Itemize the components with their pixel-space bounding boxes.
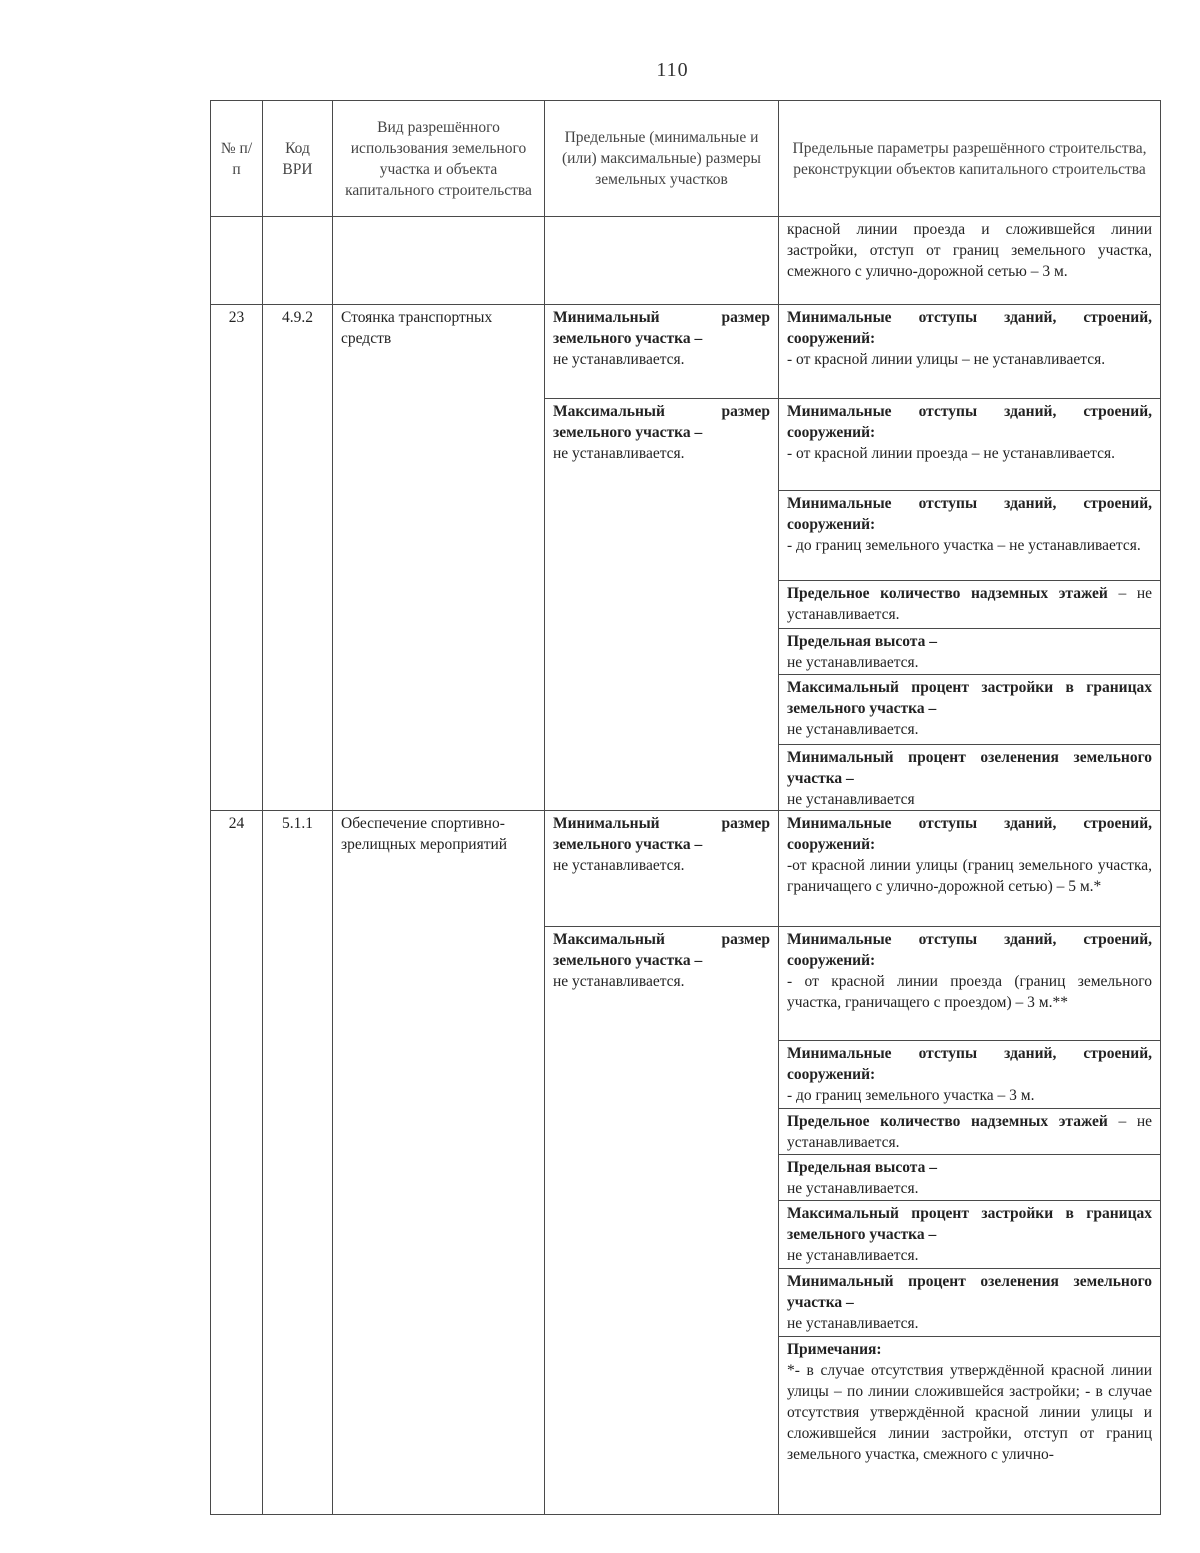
row23-max-size [545, 399, 779, 811]
row24-param-3-value: - до границ земельного участка – 3 м. [787, 1087, 1035, 1104]
header-code: Код ВРИ [263, 101, 333, 217]
row23-param-5-value: не устанавливается. [787, 654, 919, 671]
row24-param-7-value: не устанавливается. [787, 1315, 919, 1332]
row23-code: 4.9.2 [263, 305, 333, 811]
row23-min-size-label: Минимальный размер земельного участка – [553, 309, 770, 347]
row23-param-1 [779, 305, 1161, 399]
row23-num: 23 [211, 305, 263, 811]
row24-param-2 [779, 927, 1161, 1041]
row24-notes-label: Примечания: [787, 1341, 882, 1358]
row23-param-2-label: Минимальные отступы зданий, строений, сооружений: [787, 403, 1152, 441]
row24-param-2-label: Минимальные отступы зданий, строений, сооружений: [787, 931, 1152, 969]
row23-param-7-label: Минимальный процент озеленения земельного участка – [787, 749, 1152, 787]
row24-param-6 [779, 1201, 1161, 1269]
row24-param-1 [779, 811, 1161, 927]
row24-param-1-value: -от красной линии улицы (границ земельного участка, граничащего с улично-дорожной сетью) – 5 м.* [787, 857, 1152, 895]
row23-param-6-value: не устанавливается. [787, 721, 919, 738]
row24-param-3 [779, 1041, 1161, 1109]
row24-param-3-label: Минимальные отступы зданий, строений, сооружений: [787, 1045, 1152, 1083]
header-params: Предельные параметры разрешённого строительства, реконструкции объектов капитального строительства [779, 101, 1161, 217]
table-header-row [211, 101, 1161, 217]
row23-param-3-value: - до границ земельного участка – не устанавливается. [787, 537, 1141, 554]
row24-notes [779, 1337, 1161, 1515]
row24-param-7-label: Минимальный процент озеленения земельного участка – [787, 1273, 1152, 1311]
row24-max-size-label: Максимальный размер земельного участка – [553, 931, 770, 969]
row24-param-2-value: - от красной линии проезда (границ земельного участка, граничащего с проездом) – 3 м.** [787, 973, 1152, 1011]
row24-min-size-value: не устанавливается. [553, 857, 685, 874]
row23-param-7 [779, 745, 1161, 811]
row24-param-6-label: Максимальный процент застройки в границах земельного участка – [787, 1205, 1152, 1243]
row23-param-4-label: Предельное количество надземных этажей [787, 585, 1108, 602]
row24-param-4 [779, 1109, 1161, 1155]
row24-num: 24 [211, 811, 263, 1515]
row23-min-size [545, 305, 779, 399]
row24-use: Обеспечение спортивно-зрелищных мероприятий [333, 811, 545, 1515]
row24-param-5 [779, 1155, 1161, 1201]
continuation-use-cell [333, 217, 545, 305]
row24-min-size-label: Минимальный размер земельного участка – [553, 815, 770, 853]
row23-param-5 [779, 629, 1161, 675]
table-row-23 [211, 305, 1161, 399]
table-row-continuation [211, 217, 1161, 305]
row23-param-7-value: не устанавливается [787, 791, 915, 808]
header-sizes: Предельные (минимальные и (или) максимальные) размеры земельных участков [545, 101, 779, 217]
continuation-num-cell [211, 217, 263, 305]
row23-param-3 [779, 491, 1161, 581]
row24-param-4-value: – не устанавливается. [787, 1113, 1152, 1151]
row24-param-6-value: не устанавливается. [787, 1247, 919, 1264]
continuation-code-cell [263, 217, 333, 305]
row23-param-6-label: Максимальный процент застройки в границах земельного участка – [787, 679, 1152, 717]
continuation-sizes-cell [545, 217, 779, 305]
row23-max-size-value: не устанавливается. [553, 445, 685, 462]
row23-param-4-value: – не устанавливается. [787, 585, 1152, 623]
row23-param-6 [779, 675, 1161, 745]
regulations-table [210, 100, 1161, 1515]
row23-param-1-label: Минимальные отступы зданий, строений, сооружений: [787, 309, 1152, 347]
header-num: № п/п [211, 101, 263, 217]
table-row-24 [211, 811, 1161, 927]
row23-param-5-label: Предельная высота – [787, 633, 937, 650]
row24-param-5-value: не устанавливается. [787, 1180, 919, 1197]
continuation-params-cell: красной линии проезда и сложившейся линии застройки, отступ от границ земельного участка, смежного с улично-дорожной сетью – 3 м. [779, 217, 1161, 305]
row24-param-4-label: Предельное количество надземных этажей [787, 1113, 1108, 1130]
row24-param-1-label: Минимальные отступы зданий, строений, сооружений: [787, 815, 1152, 853]
row24-code: 5.1.1 [263, 811, 333, 1515]
row24-max-size [545, 927, 779, 1515]
row23-max-size-label: Максимальный размер земельного участка – [553, 403, 770, 441]
row24-min-size [545, 811, 779, 927]
row24-max-size-value: не устанавливается. [553, 973, 685, 990]
row23-min-size-value: не устанавливается. [553, 351, 685, 368]
page-number: 110 [656, 59, 689, 81]
row23-param-4 [779, 581, 1161, 629]
row24-param-5-label: Предельная высота – [787, 1159, 937, 1176]
row23-param-2 [779, 399, 1161, 491]
row24-param-7 [779, 1269, 1161, 1337]
row24-notes-text: *- в случае отсутствия утверждённой красной линии улицы – по линии сложившейся застройки; - в случае отсутствия утверждённой красной линии улицы и сложившейся линии застройки, отступ от границ земельного участка, смежного с улично- [787, 1362, 1152, 1463]
row23-param-2-value: - от красной линии проезда – не устанавливается. [787, 445, 1115, 462]
row23-param-1-value: - от красной линии улицы – не устанавливается. [787, 351, 1106, 368]
header-use: Вид разрешённого использования земельного участка и объекта капитального строительства [333, 101, 545, 217]
row23-use: Стоянка транспортных средств [333, 305, 545, 811]
row23-param-3-label: Минимальные отступы зданий, строений, сооружений: [787, 495, 1152, 533]
